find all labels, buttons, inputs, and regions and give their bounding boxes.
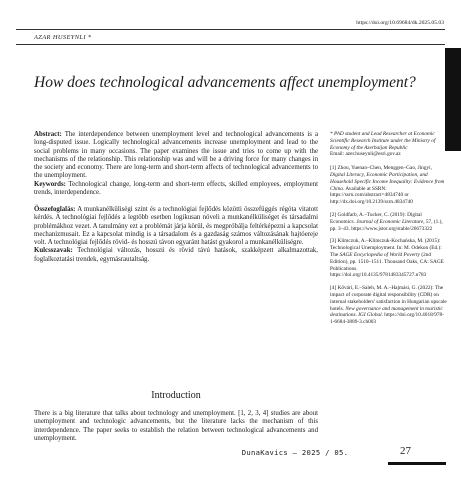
author-email[interactable]: Email: azer.huseynli@esri.gov.az	[330, 151, 401, 158]
reference-title: New governance and management in touristic destinations. IGI Global.	[330, 305, 443, 319]
reference-title: SAGE Encyclopedia of World Poverty	[339, 251, 420, 258]
keywords-paragraph	[34, 181, 318, 198]
author-rule	[16, 44, 445, 45]
reference-tail[interactable]: (2nd Edition), pp. 1510–1511. Thousand Oaks, CA: SAGE Publications. https://doi.org/10.4135/9781483345727.n783	[330, 251, 444, 279]
reference-item	[330, 238, 448, 279]
decorative-footer-bar	[388, 462, 446, 465]
hu-keywords-paragraph	[34, 247, 318, 264]
reference-authors: Goldfarb, A.–Tucker, C. (2019): Digital Economics.	[330, 211, 422, 225]
summary-text: A munkanélküliségi szint és a technológiai fejlődés közötti összefüggés régóta vitatott kérdés. A technológiai fejlődés a legtöbb esetben logikusan növeli a munkanélküliséget és társadalmi problémákhoz vezet. A tanulmány ezt a problémát járja körül, és megpróbálja feltérképezni a kapcsolat mechanizmusait. Ez a kapcsolat mindig is a társadalom és a gazdaság számos változásának hajtóereje volt. A technológiai fejlődés rövid- és hosszú távon egyaránt hatást gyakorol a munkanélküliségre.	[34, 206, 318, 246]
abstract-paragraph	[34, 131, 318, 181]
reference-authors: Zhou, Yuenan–Chen, Menggen–Gao, Jingyi,	[337, 165, 432, 172]
header-rule	[16, 29, 445, 30]
reference-item	[330, 212, 448, 232]
reference-title: Journal of Economic Literature,	[356, 218, 425, 225]
reference-item	[330, 165, 448, 206]
summary-label: Összefoglalás:	[34, 206, 76, 213]
hu-keywords-label: Kulcsszavak:	[34, 247, 73, 255]
doi-link[interactable]: https://doi.org/10.69684/dk.2025.05.03	[356, 20, 444, 26]
keywords-text: Technological change, long-term and short-term effects, skilled employees, employment trends, interdependence.	[34, 180, 318, 196]
reference-authors: Klimczuk, A.–Klimczuk-Kochańska, M. (2015): Technological Unemployment. In: M. Odekon (Ed.): The	[330, 238, 442, 258]
reference-number: [3]	[330, 238, 337, 245]
author-affiliation: * PhD student and Lead Researcher at Economic Scientific Research Institute under the Ministry of Economy of the Azerbaijan Republic	[330, 131, 436, 151]
keywords-label: Keywords:	[34, 180, 66, 188]
hu-keywords-text: Technológiai változás, hosszú és rövid távú hatások, szakképzett alkalmazottak, foglalkoztatási trendek, egymásrautaltság.	[34, 247, 319, 263]
reference-tail[interactable]: 57, (1.), pp. 3–43. https://www.jstor.org/stable/26673322	[330, 218, 443, 232]
reference-title: Digital Literacy, Economic Participation, and Household Specific Income Inequality: Evidence from China.	[330, 171, 445, 192]
reference-tail[interactable]: Available at SSRN: https://ssrn.com/abstract=4834740 or http://dx.doi.org/10.2139/ssrn.4834740	[330, 185, 413, 206]
reference-number: [2]	[330, 211, 337, 218]
reference-number: [1]	[330, 165, 337, 172]
abstract-text: The interdependence between unemployment level and technological advancements is a long-disputed issue. Logically technological advancements increase unemployment and lead to the social problems in many occasions. The paper examines the issue and tries to come up with the mechanisms of the relationship. This relationship was and will be a driving force for many changes in the society and economy. There are long-term and short-term affects of technological advancements to the unemployment.	[34, 131, 318, 180]
reference-tail[interactable]: https://doi.org/10.4018/978-1-6684-3889-3.ch003	[330, 312, 444, 326]
sidebar-column	[330, 131, 448, 332]
spacer	[34, 197, 318, 206]
abstract-label: Abstract:	[34, 131, 62, 138]
reference-item	[330, 285, 448, 326]
reference-number: [4]	[330, 285, 337, 292]
abstract-column	[34, 131, 318, 264]
reference-authors: Kővári, E.–Saleh, M. A.–Hajmási, G. (2022): The impact of corporate digital responsibility (CDR) on internal stakeholders' satisfaction in Hungarian upscale hotels.	[330, 285, 447, 312]
section-heading: Introduction	[151, 390, 201, 401]
page-number: 27	[400, 445, 411, 457]
journal-footer: DunaKavics – 2025 / 05.	[241, 448, 349, 457]
introduction-paragraph: There is a big literature that talks about technology and unemployment. [1, 2, 3, 4] studies are about unemployment and technologic advancements, but the literature lacks the mechanism of this interdependence. The paper seeks to establish the relation between technological advancements and unemployment.	[34, 410, 318, 442]
article-title: How does technological advancements affect unemployment?	[34, 74, 416, 91]
author-name: AZAR HUSEYNLI *	[34, 34, 92, 41]
summary-paragraph	[34, 206, 318, 247]
